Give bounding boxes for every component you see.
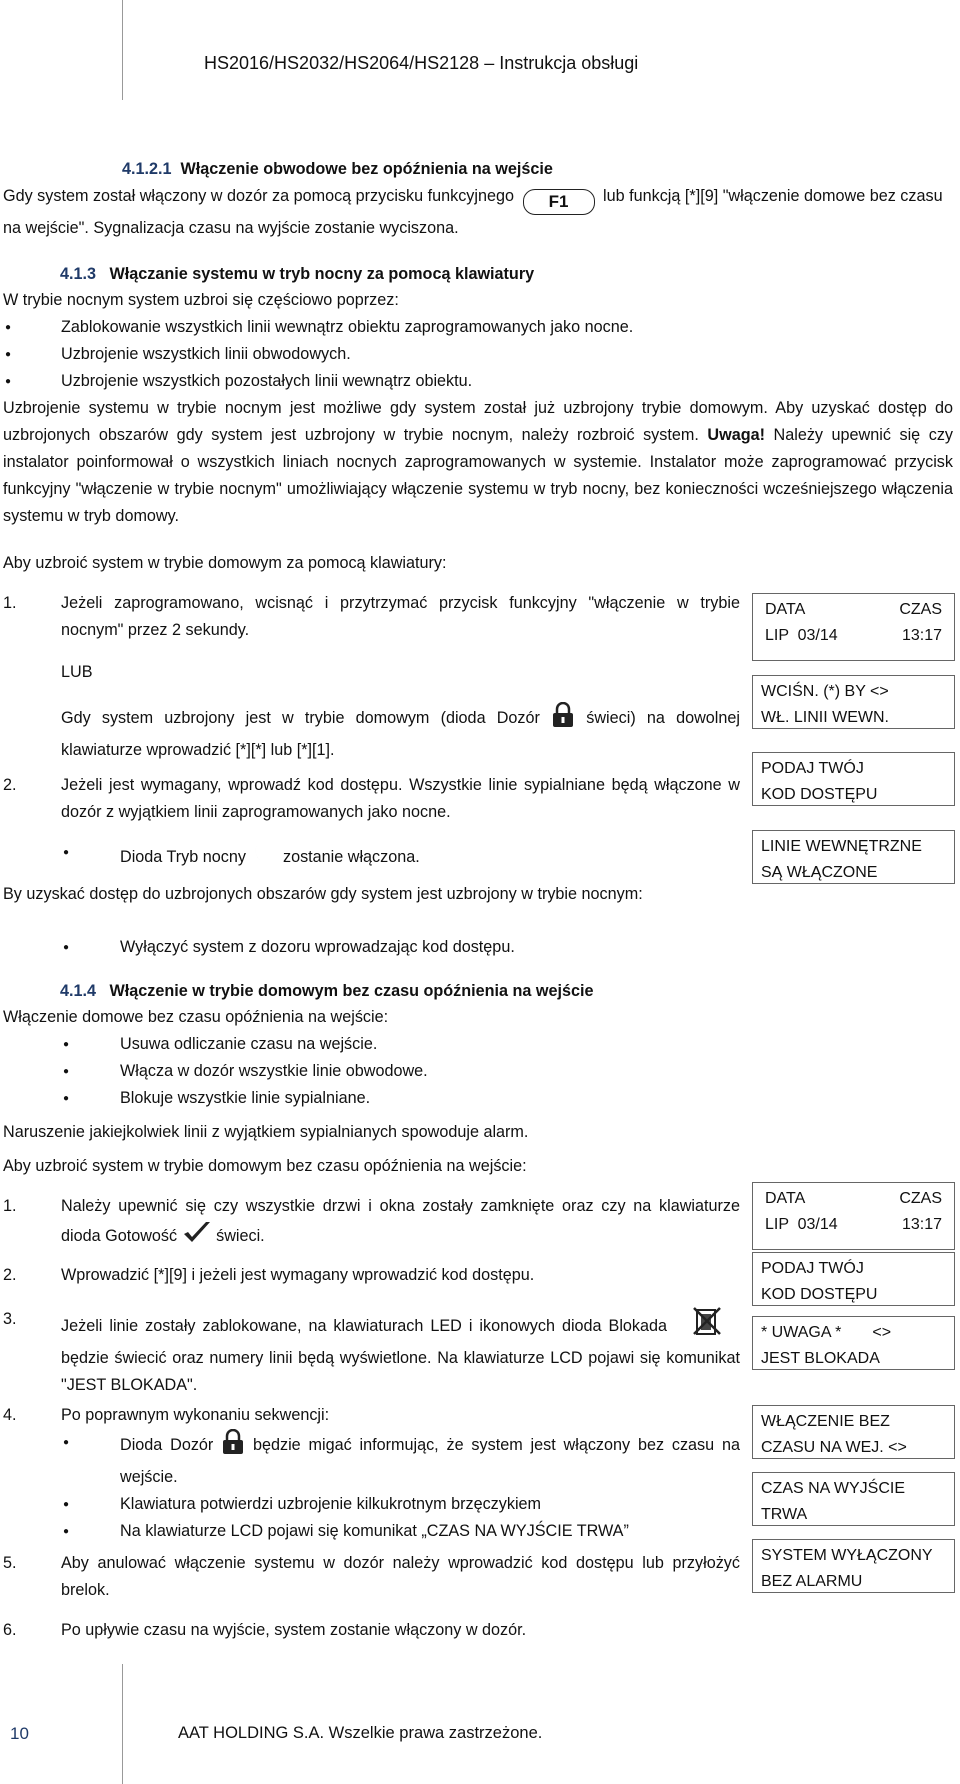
list-item: ● Na klawiaturze LCD pojawi się komunikat „CZAS NA WYJŚCIE TRWA” bbox=[3, 1518, 740, 1545]
instruction-heading: Aby uzbroić system w trybie domowym za pomocą klawiatury: bbox=[3, 554, 447, 572]
lcd-text: WŁĄCZENIE BEZ bbox=[761, 1413, 890, 1430]
night-mode-paragraph bbox=[3, 395, 953, 530]
step-text: Jeżeli linie zostały zablokowane, na klawiaturach LED i ikonowych dioda Blokada bbox=[61, 1317, 668, 1335]
list-item: ● Uzbrojenie wszystkich linii obwodowych. bbox=[3, 341, 953, 368]
bullet-text: Dioda Dozór bbox=[120, 1436, 214, 1454]
lcd-display bbox=[752, 752, 955, 806]
step-item bbox=[3, 772, 740, 826]
page-header-title: HS2016/HS2032/HS2064/HS2128 – Instrukcja obsługi bbox=[204, 53, 639, 73]
step-item bbox=[3, 590, 740, 644]
access-bullet bbox=[3, 934, 740, 961]
lcd-display bbox=[752, 1472, 955, 1526]
lcd-display bbox=[752, 1405, 955, 1459]
step-text: świeci) na dowolnej klawiaturze wprowadzić [*][*] lub [*][1]. bbox=[61, 709, 740, 759]
lcd-text: LIP 03/14 bbox=[765, 1216, 838, 1233]
step-number: 5. bbox=[3, 1554, 17, 1572]
lcd-display bbox=[752, 1316, 955, 1370]
step-text: Aby anulować włączenie systemu w dozór należy wprowadzić kod dostępu lub przyłożyć brelok. bbox=[61, 1554, 740, 1599]
step-number: 3. bbox=[3, 1310, 17, 1328]
section-number: 4.1.4 bbox=[60, 982, 97, 1000]
list-item: ● Uzbrojenie wszystkich pozostałych linii wewnątrz obiektu. bbox=[3, 368, 953, 395]
step-number: 1. bbox=[3, 1197, 17, 1215]
lcd-text: CZAS NA WYJŚCIE bbox=[761, 1480, 906, 1497]
access-paragraph: By uzyskać dostęp do uzbrojonych obszarów gdy system jest uzbrojony w trybie nocnym: bbox=[3, 885, 643, 903]
lock-icon bbox=[551, 702, 575, 737]
step-number: 2. bbox=[3, 1266, 17, 1284]
lcd-text: DATA bbox=[765, 1190, 806, 1207]
list-item: ● Usuwa odliczanie czasu na wejście. bbox=[3, 1031, 740, 1058]
section-number: 4.1.3 bbox=[60, 265, 97, 283]
lcd-text: 13:17 bbox=[901, 627, 942, 644]
section-title: Włączanie systemu w tryb nocny za pomocą klawiatury bbox=[109, 265, 535, 283]
bullet-text: Dioda Tryb nocny bbox=[120, 848, 246, 866]
section-intro: W trybie nocnym system uzbroi się częściowo poprzez: bbox=[3, 291, 399, 309]
lcd-text: TRWA bbox=[761, 1506, 808, 1523]
step-text: będzie świecić oraz numery linii będą wyświetlone. Na klawiaturze LCD pojawi się komunikat "JEST BLOKADA". bbox=[61, 1349, 740, 1394]
warning-text: Należy upewnić się czy instalator poinformował o wszystkich liniach nocnych zaprogramowanych w systemie. Instalator może zaprogramować przycisk funkcyjny "włączenie w trybie nocnym" umożliwiający włączenie systemu w tryb nocny, bez konieczności wcześniejszego włączenia systemu w tryb domowy. bbox=[3, 426, 954, 525]
lcd-text: JEST BLOKADA bbox=[761, 1350, 880, 1367]
result-bullet-list bbox=[3, 1429, 740, 1545]
night-mode-bullet-list bbox=[3, 314, 953, 395]
section-number: 4.1.2.1 bbox=[122, 160, 172, 178]
step-text: Po poprawnym wykonaniu sekwencji: bbox=[61, 1406, 330, 1424]
lcd-text: CZASU NA WEJ. <> bbox=[761, 1439, 907, 1456]
list-item: ● Zablokowanie wszystkich linii wewnątrz obiektu zaprogramowanych jako nocne. bbox=[3, 314, 953, 341]
lcd-text: DATA bbox=[765, 601, 806, 618]
header-divider bbox=[122, 0, 123, 100]
lcd-text: KOD DOSTĘPU bbox=[761, 1286, 878, 1303]
lcd-text: PODAJ TWÓJ bbox=[761, 760, 864, 777]
step-text: Gdy system uzbrojony jest w trybie domowym (dioda Dozór bbox=[61, 709, 540, 727]
section-title: Włączenie obwodowe bez opóźnienia na wejście bbox=[180, 160, 553, 178]
list-item: ● Blokuje wszystkie linie sypialniane. bbox=[3, 1085, 740, 1112]
bypass-icon bbox=[692, 1306, 722, 1345]
lcd-display bbox=[752, 1539, 955, 1593]
step-number: 1. bbox=[3, 594, 17, 612]
step-item bbox=[3, 1306, 740, 1399]
list-item: ● Włącza w dozór wszystkie linie obwodowe. bbox=[3, 1058, 740, 1085]
step-text: Wprowadzić [*][9] i jeżeli jest wymagany wprowadzić kod dostępu. bbox=[61, 1266, 535, 1284]
page-number: 10 bbox=[10, 1724, 29, 1743]
step-text: Należy upewnić się czy wszystkie drzwi i okna zostały zamknięte oraz czy na klawiaturze dioda Gotowość bbox=[61, 1197, 740, 1245]
step-text: Jeżeli jest wymagany, wprowadź kod dostępu. Wszystkie linie sypialniane będą włączone w dozór z wyjątkiem linii zaprogramowanych jako nocne. bbox=[61, 776, 740, 821]
lcd-text: PODAJ TWÓJ bbox=[761, 1260, 864, 1277]
or-label: LUB bbox=[61, 663, 93, 681]
f1-key-icon: F1 bbox=[523, 189, 595, 215]
lock-icon bbox=[221, 1429, 245, 1464]
lcd-text: SYSTEM WYŁĄCZONY bbox=[761, 1547, 933, 1564]
lcd-text: SĄ WŁĄCZONE bbox=[761, 864, 878, 881]
lcd-display bbox=[752, 675, 955, 729]
lcd-display bbox=[752, 830, 955, 884]
list-item: ● Klawiatura potwierdzi uzbrojenie kilkukrotnym brzęczykiem bbox=[3, 1491, 740, 1518]
bullet-text: zostanie włączona. bbox=[282, 848, 420, 866]
step-text: Jeżeli zaprogramowano, wcisnąć i przytrzymać przycisk funkcyjny "włączenie w trybie nocnym" przez 2 sekundy. bbox=[61, 594, 740, 639]
step-text: Po upływie czasu na wyjście, system zostanie włączony w dozór. bbox=[61, 1621, 527, 1639]
lcd-text: KOD DOSTĘPU bbox=[761, 786, 878, 803]
step-item bbox=[3, 1402, 740, 1429]
step-text: świeci. bbox=[216, 1227, 265, 1245]
stay-arm-bullet-list bbox=[3, 1031, 740, 1112]
lcd-text: * UWAGA * <> bbox=[761, 1324, 892, 1341]
night-led-bullet bbox=[3, 839, 740, 876]
footer-copyright: AAT HOLDING S.A. Wszelkie prawa zastrzeżone. bbox=[178, 1724, 543, 1742]
lcd-text: WCIŚN. (*) BY <> bbox=[761, 683, 889, 700]
paragraph-text: Uzbrojenie systemu w trybie nocnym jest możliwe gdy system został już uzbrojony trybie domowym. Aby uzyskać dostęp do uzbrojonych obszarów gdy system jest uzbrojony w trybie nocnym, należy rozbroić system. bbox=[3, 399, 953, 444]
footer-divider bbox=[122, 1664, 123, 1784]
step-number: 4. bbox=[3, 1406, 17, 1424]
step-item bbox=[3, 1617, 740, 1644]
checkmark-icon bbox=[182, 1220, 212, 1255]
step-number: 2. bbox=[3, 776, 17, 794]
step-item bbox=[3, 1262, 740, 1289]
paragraph-part: Gdy system został włączony w dozór za pomocą przycisku funkcyjnego bbox=[3, 187, 515, 205]
lcd-display bbox=[752, 1182, 955, 1250]
list-item bbox=[3, 839, 740, 876]
instruction-heading: Aby uzbroić system w trybie domowym bez czasu opóźnienia na wejście: bbox=[3, 1157, 527, 1175]
lcd-text: BEZ ALARMU bbox=[761, 1573, 863, 1590]
list-item: ● Wyłączyć system z dozoru wprowadzając kod dostępu. bbox=[3, 934, 740, 961]
step-item bbox=[3, 1550, 740, 1604]
section-4-1-2-1-heading bbox=[122, 156, 553, 183]
lcd-display bbox=[752, 593, 955, 661]
section-4-1-4-heading bbox=[60, 978, 593, 1005]
step-alternative bbox=[3, 702, 740, 764]
alarm-note: Naruszenie jakiejkolwiek linii z wyjątkiem sypialnianych spowoduje alarm. bbox=[3, 1123, 529, 1141]
section-4-1-3-heading bbox=[60, 261, 534, 288]
section-title: Włączenie w trybie domowym bez czasu opóźnienia na wejście bbox=[109, 982, 594, 1000]
section-intro: Włączenie domowe bez czasu opóźnienia na wejście: bbox=[3, 1008, 389, 1026]
warning-label: Uwaga! bbox=[707, 426, 765, 444]
lcd-text: WŁ. LINII WEWN. bbox=[761, 709, 889, 726]
moon-icon bbox=[250, 839, 278, 876]
lcd-text: LINIE WEWNĘTRZNE bbox=[761, 838, 922, 855]
bullet-text: będzie migać informując, że system jest włączony bez czasu na wejście. bbox=[120, 1436, 740, 1486]
lcd-text: CZAS bbox=[899, 601, 942, 618]
step-number: 6. bbox=[3, 1621, 17, 1639]
lcd-text: CZAS bbox=[899, 1190, 942, 1207]
paragraph-part: lub funkcją [*][9] "włączenie domowe bez czasu na wejście". Sygnalizacja czasu na wyjście zostanie wyciszona. bbox=[3, 187, 943, 237]
lcd-display bbox=[752, 1252, 955, 1306]
list-item bbox=[3, 1429, 740, 1491]
step-item bbox=[3, 1193, 740, 1255]
lcd-text: 13:17 bbox=[901, 1216, 942, 1233]
lcd-text: LIP 03/14 bbox=[765, 627, 838, 644]
section-4-1-2-1-text bbox=[3, 183, 953, 242]
